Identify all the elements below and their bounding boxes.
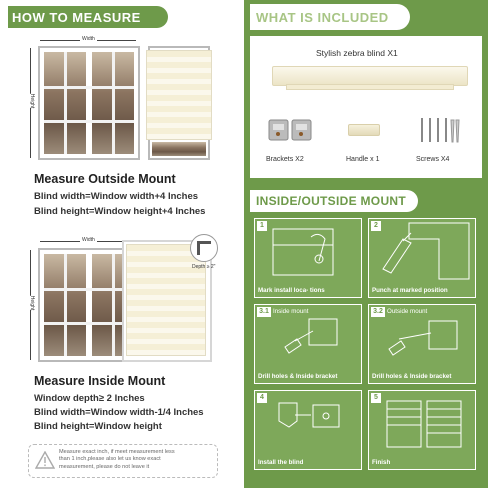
drill-icon [369, 219, 475, 281]
outside-height-label: Height [29, 93, 36, 109]
warning-icon [35, 451, 55, 469]
outside-mount-label: Outside mount [387, 308, 428, 315]
outside-mount-title: Measure Outside Mount [34, 172, 176, 186]
warning-line-2: than 1 inch,please also let us know exact [59, 456, 161, 463]
step-3-2: 3.2 Outside mount Drill holes & Inside bracket [368, 304, 476, 384]
step-3-1: 3.1 Inside mount Drill holes & Inside bracket [254, 304, 362, 384]
zebra-blind-inside-image [126, 244, 206, 356]
zebra-blind-image [146, 50, 212, 140]
inside-depth-formula: Window depth≥ 2 Inches [34, 393, 145, 404]
inside-width-label: Width [82, 237, 95, 243]
step-2: 2 Punch at marked position [368, 218, 476, 298]
step-1-illustration [255, 219, 361, 281]
warning-line-1: Measure exact inch, if meet measurement less [59, 449, 175, 455]
inside-height-label: Height [29, 295, 36, 311]
outside-mount-illustration [22, 36, 212, 164]
inside-mount-label: Inside mount [273, 308, 309, 315]
window-frame [38, 46, 140, 160]
brackets-caption: Brackets X2 [266, 156, 304, 163]
depth-label: Depth ≥ 2" [192, 264, 216, 270]
inside-height-formula: Blind height=Window height [34, 421, 162, 432]
how-to-measure-header: HOW TO MEASURE [8, 6, 168, 28]
what-is-included-header: WHAT IS INCLUDED [250, 4, 410, 30]
handle-icon [348, 124, 380, 136]
inside-mount-title: Measure Inside Mount [34, 374, 166, 388]
step-1: 1 Mark install loca- tions [254, 218, 362, 298]
step-5: 5 Finish [368, 390, 476, 470]
step-3-1-caption: Drill holes & Inside bracket [258, 373, 338, 380]
warning-line-3: measurement, please do not leave it [59, 463, 150, 470]
bracket-icon [268, 118, 312, 142]
screws-caption: Screws X4 [416, 156, 450, 163]
step-3-2-caption: Drill holes & Inside bracket [372, 373, 452, 380]
included-title: Stylish zebra blind X1 [316, 48, 398, 58]
outside-width-formula: Blind width=Window width+4 Inches [34, 191, 199, 202]
blind-cassette-image [272, 66, 468, 92]
step-5-caption: Finish [372, 459, 391, 466]
step-2-caption: Punch at marked position [372, 287, 448, 294]
step-1-caption: Mark install loca- tions [258, 287, 325, 294]
included-box [250, 36, 482, 178]
step-4: 4 Install the blind [254, 390, 362, 470]
handle-caption: Handle x 1 [346, 156, 380, 163]
outside-height-formula: Blind height=Window height+4 Inches [34, 206, 206, 217]
step-4-caption: Install the blind [258, 459, 304, 466]
depth-callout [190, 234, 218, 262]
outside-width-label: Width [82, 36, 95, 42]
install-steps [252, 218, 482, 480]
measurement-warning [28, 444, 218, 478]
inside-width-formula: Blind width=Window width-1/4 Inches [34, 407, 204, 418]
screw-icon [418, 116, 462, 146]
inside-mount-illustration [22, 236, 222, 364]
inside-outside-mount-header: INSIDE/OUTSIDE MOUNT [250, 190, 418, 212]
